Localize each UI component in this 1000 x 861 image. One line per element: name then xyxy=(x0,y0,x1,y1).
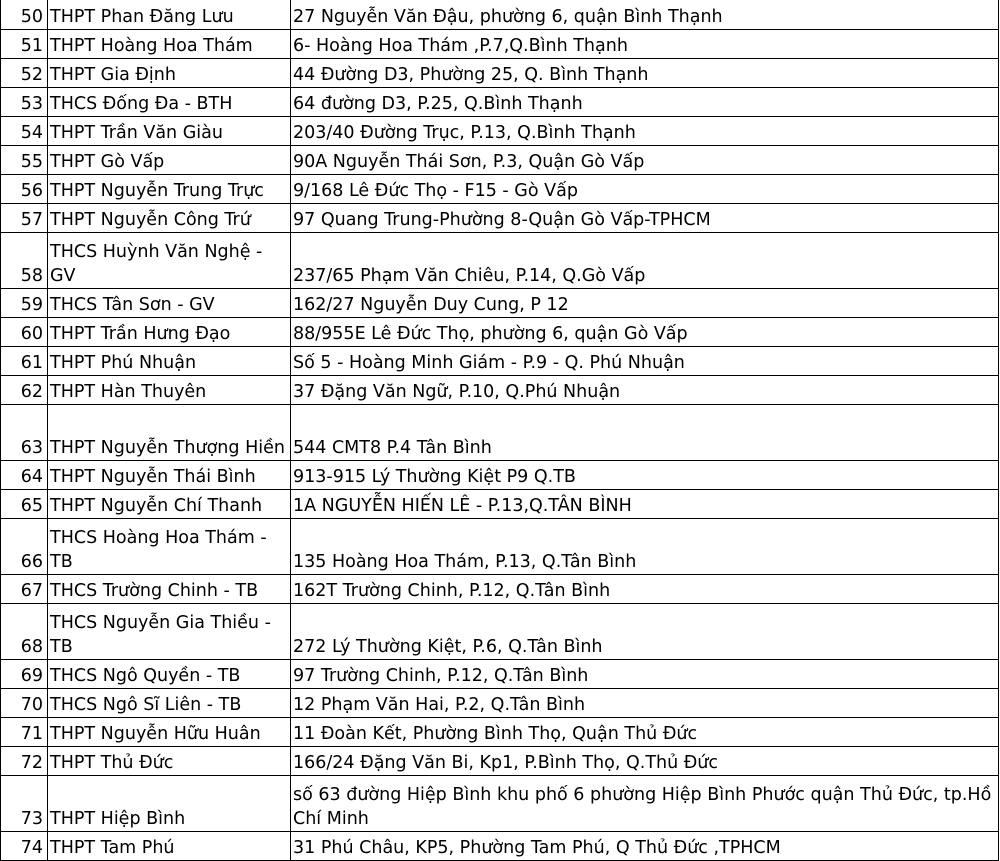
row-number: 60 xyxy=(1,318,48,347)
table-row xyxy=(1,689,999,718)
row-number: 52 xyxy=(1,59,48,88)
school-address: 27 Nguyễn Văn Đậu, phường 6, quận Bình Thạnh xyxy=(291,0,999,30)
school-name: THCS Tân Sơn - GV xyxy=(48,289,291,318)
row-number: 58 xyxy=(1,233,48,289)
table-row xyxy=(1,747,999,776)
school-address: 11 Đoàn Kết, Phường Bình Thọ, Quận Thủ Đức xyxy=(291,718,999,747)
row-number: 67 xyxy=(1,575,48,604)
row-number: 62 xyxy=(1,376,48,405)
row-number: 53 xyxy=(1,88,48,117)
school-address: 544 CMT8 P.4 Tân Bình xyxy=(291,405,999,461)
table-row xyxy=(1,461,999,490)
school-address: 97 Trường Chinh, P.12, Q.Tân Bình xyxy=(291,660,999,689)
school-address: 162T Trường Chinh, P.12, Q.Tân Bình xyxy=(291,575,999,604)
school-name: THPT Nguyễn Thượng Hiền xyxy=(48,405,291,461)
table-row xyxy=(1,318,999,347)
school-name: THPT Nguyễn Chí Thanh xyxy=(48,490,291,519)
school-address: 272 Lý Thường Kiệt, P.6, Q.Tân Bình xyxy=(291,604,999,660)
school-name: THCS Trường Chinh - TB xyxy=(48,575,291,604)
row-number: 50 xyxy=(1,0,48,30)
row-number: 61 xyxy=(1,347,48,376)
row-number: 59 xyxy=(1,289,48,318)
table-row xyxy=(1,776,999,832)
table-row xyxy=(1,0,999,30)
row-number: 72 xyxy=(1,747,48,776)
table-row xyxy=(1,233,999,289)
school-name: THCS Huỳnh Văn Nghệ - GV xyxy=(48,233,291,289)
table-row xyxy=(1,718,999,747)
school-address: 37 Đặng Văn Ngữ, P.10, Q.Phú Nhuận xyxy=(291,376,999,405)
table-row xyxy=(1,832,999,861)
school-address: 90A Nguyễn Thái Sơn, P.3, Quận Gò Vấp xyxy=(291,146,999,175)
table-row xyxy=(1,204,999,233)
row-number: 69 xyxy=(1,660,48,689)
school-address: 12 Phạm Văn Hai, P.2, Q.Tân Bình xyxy=(291,689,999,718)
school-name: THCS Ngô Quyền - TB xyxy=(48,660,291,689)
row-number: 68 xyxy=(1,604,48,660)
table-row xyxy=(1,604,999,660)
table-row xyxy=(1,660,999,689)
school-address: 9/168 Lê Đức Thọ - F15 - Gò Vấp xyxy=(291,175,999,204)
table-row xyxy=(1,289,999,318)
table-row xyxy=(1,117,999,146)
school-name: THPT Trần Hưng Đạo xyxy=(48,318,291,347)
row-number: 64 xyxy=(1,461,48,490)
school-name: THPT Nguyễn Thái Bình xyxy=(48,461,291,490)
row-number: 57 xyxy=(1,204,48,233)
school-address: 97 Quang Trung-Phường 8-Quận Gò Vấp-TPHCM xyxy=(291,204,999,233)
school-address: 166/24 Đặng Văn Bi, Kp1, P.Bình Thọ, Q.Thủ Đức xyxy=(291,747,999,776)
school-address: Số 5 - Hoàng Minh Giám - P.9 - Q. Phú Nhuận xyxy=(291,347,999,376)
row-number: 51 xyxy=(1,30,48,59)
school-address: 1A NGUYỄN HIẾN LÊ - P.13,Q.TÂN BÌNH xyxy=(291,490,999,519)
school-address: 162/27 Nguyễn Duy Cung, P 12 xyxy=(291,289,999,318)
school-address: 203/40 Đường Trục, P.13, Q.Bình Thạnh xyxy=(291,117,999,146)
table-row xyxy=(1,490,999,519)
table-row xyxy=(1,575,999,604)
row-number: 74 xyxy=(1,832,48,861)
school-address: 135 Hoàng Hoa Thám, P.13, Q.Tân Bình xyxy=(291,519,999,575)
school-name: THPT Phú Nhuận xyxy=(48,347,291,376)
school-name: THPT Hiệp Bình xyxy=(48,776,291,832)
school-name: THPT Nguyễn Công Trứ xyxy=(48,204,291,233)
school-name: THPT Thủ Đức xyxy=(48,747,291,776)
school-name: THPT Phan Đăng Lưu xyxy=(48,0,291,30)
school-name: THCS Ngô Sĩ Liên - TB xyxy=(48,689,291,718)
school-name: THPT Hoàng Hoa Thám xyxy=(48,30,291,59)
school-address: số 63 đường Hiệp Bình khu phố 6 phường Hiệp Bình Phước quận Thủ Đức, tp.Hồ Chí Minh xyxy=(291,776,999,832)
school-address: 44 Đường D3, Phường 25, Q. Bình Thạnh xyxy=(291,59,999,88)
school-name: THPT Nguyễn Trung Trực xyxy=(48,175,291,204)
row-number: 55 xyxy=(1,146,48,175)
school-name: THPT Tam Phú xyxy=(48,832,291,861)
row-number: 66 xyxy=(1,519,48,575)
school-address: 913-915 Lý Thường Kiệt P9 Q.TB xyxy=(291,461,999,490)
school-name: THPT Hàn Thuyên xyxy=(48,376,291,405)
table-row xyxy=(1,175,999,204)
school-address: 237/65 Phạm Văn Chiêu, P.14, Q.Gò Vấp xyxy=(291,233,999,289)
row-number: 56 xyxy=(1,175,48,204)
row-number: 73 xyxy=(1,776,48,832)
table-row xyxy=(1,405,999,461)
table-row xyxy=(1,376,999,405)
school-address: 64 đường D3, P.25, Q.Bình Thạnh xyxy=(291,88,999,117)
school-address: 31 Phú Châu, KP5, Phường Tam Phú, Q Thủ Đức ,TPHCM xyxy=(291,832,999,861)
table-row xyxy=(1,59,999,88)
school-name: THCS Đống Đa - BTH xyxy=(48,88,291,117)
school-name: THPT Trần Văn Giàu xyxy=(48,117,291,146)
table-row xyxy=(1,88,999,117)
school-address: 6- Hoàng Hoa Thám ,P.7,Q.Bình Thạnh xyxy=(291,30,999,59)
row-number: 70 xyxy=(1,689,48,718)
school-address: 88/955E Lê Đức Thọ, phường 6, quận Gò Vấp xyxy=(291,318,999,347)
table-row xyxy=(1,519,999,575)
school-name: THPT Gò Vấp xyxy=(48,146,291,175)
school-name: THCS Nguyễn Gia Thiều - TB xyxy=(48,604,291,660)
school-name: THPT Nguyễn Hữu Huân xyxy=(48,718,291,747)
school-name: THCS Hoàng Hoa Thám - TB xyxy=(48,519,291,575)
table-row xyxy=(1,347,999,376)
row-number: 65 xyxy=(1,490,48,519)
table-row xyxy=(1,30,999,59)
row-number: 71 xyxy=(1,718,48,747)
row-number: 54 xyxy=(1,117,48,146)
table-row xyxy=(1,146,999,175)
row-number: 63 xyxy=(1,405,48,461)
school-name: THPT Gia Định xyxy=(48,59,291,88)
